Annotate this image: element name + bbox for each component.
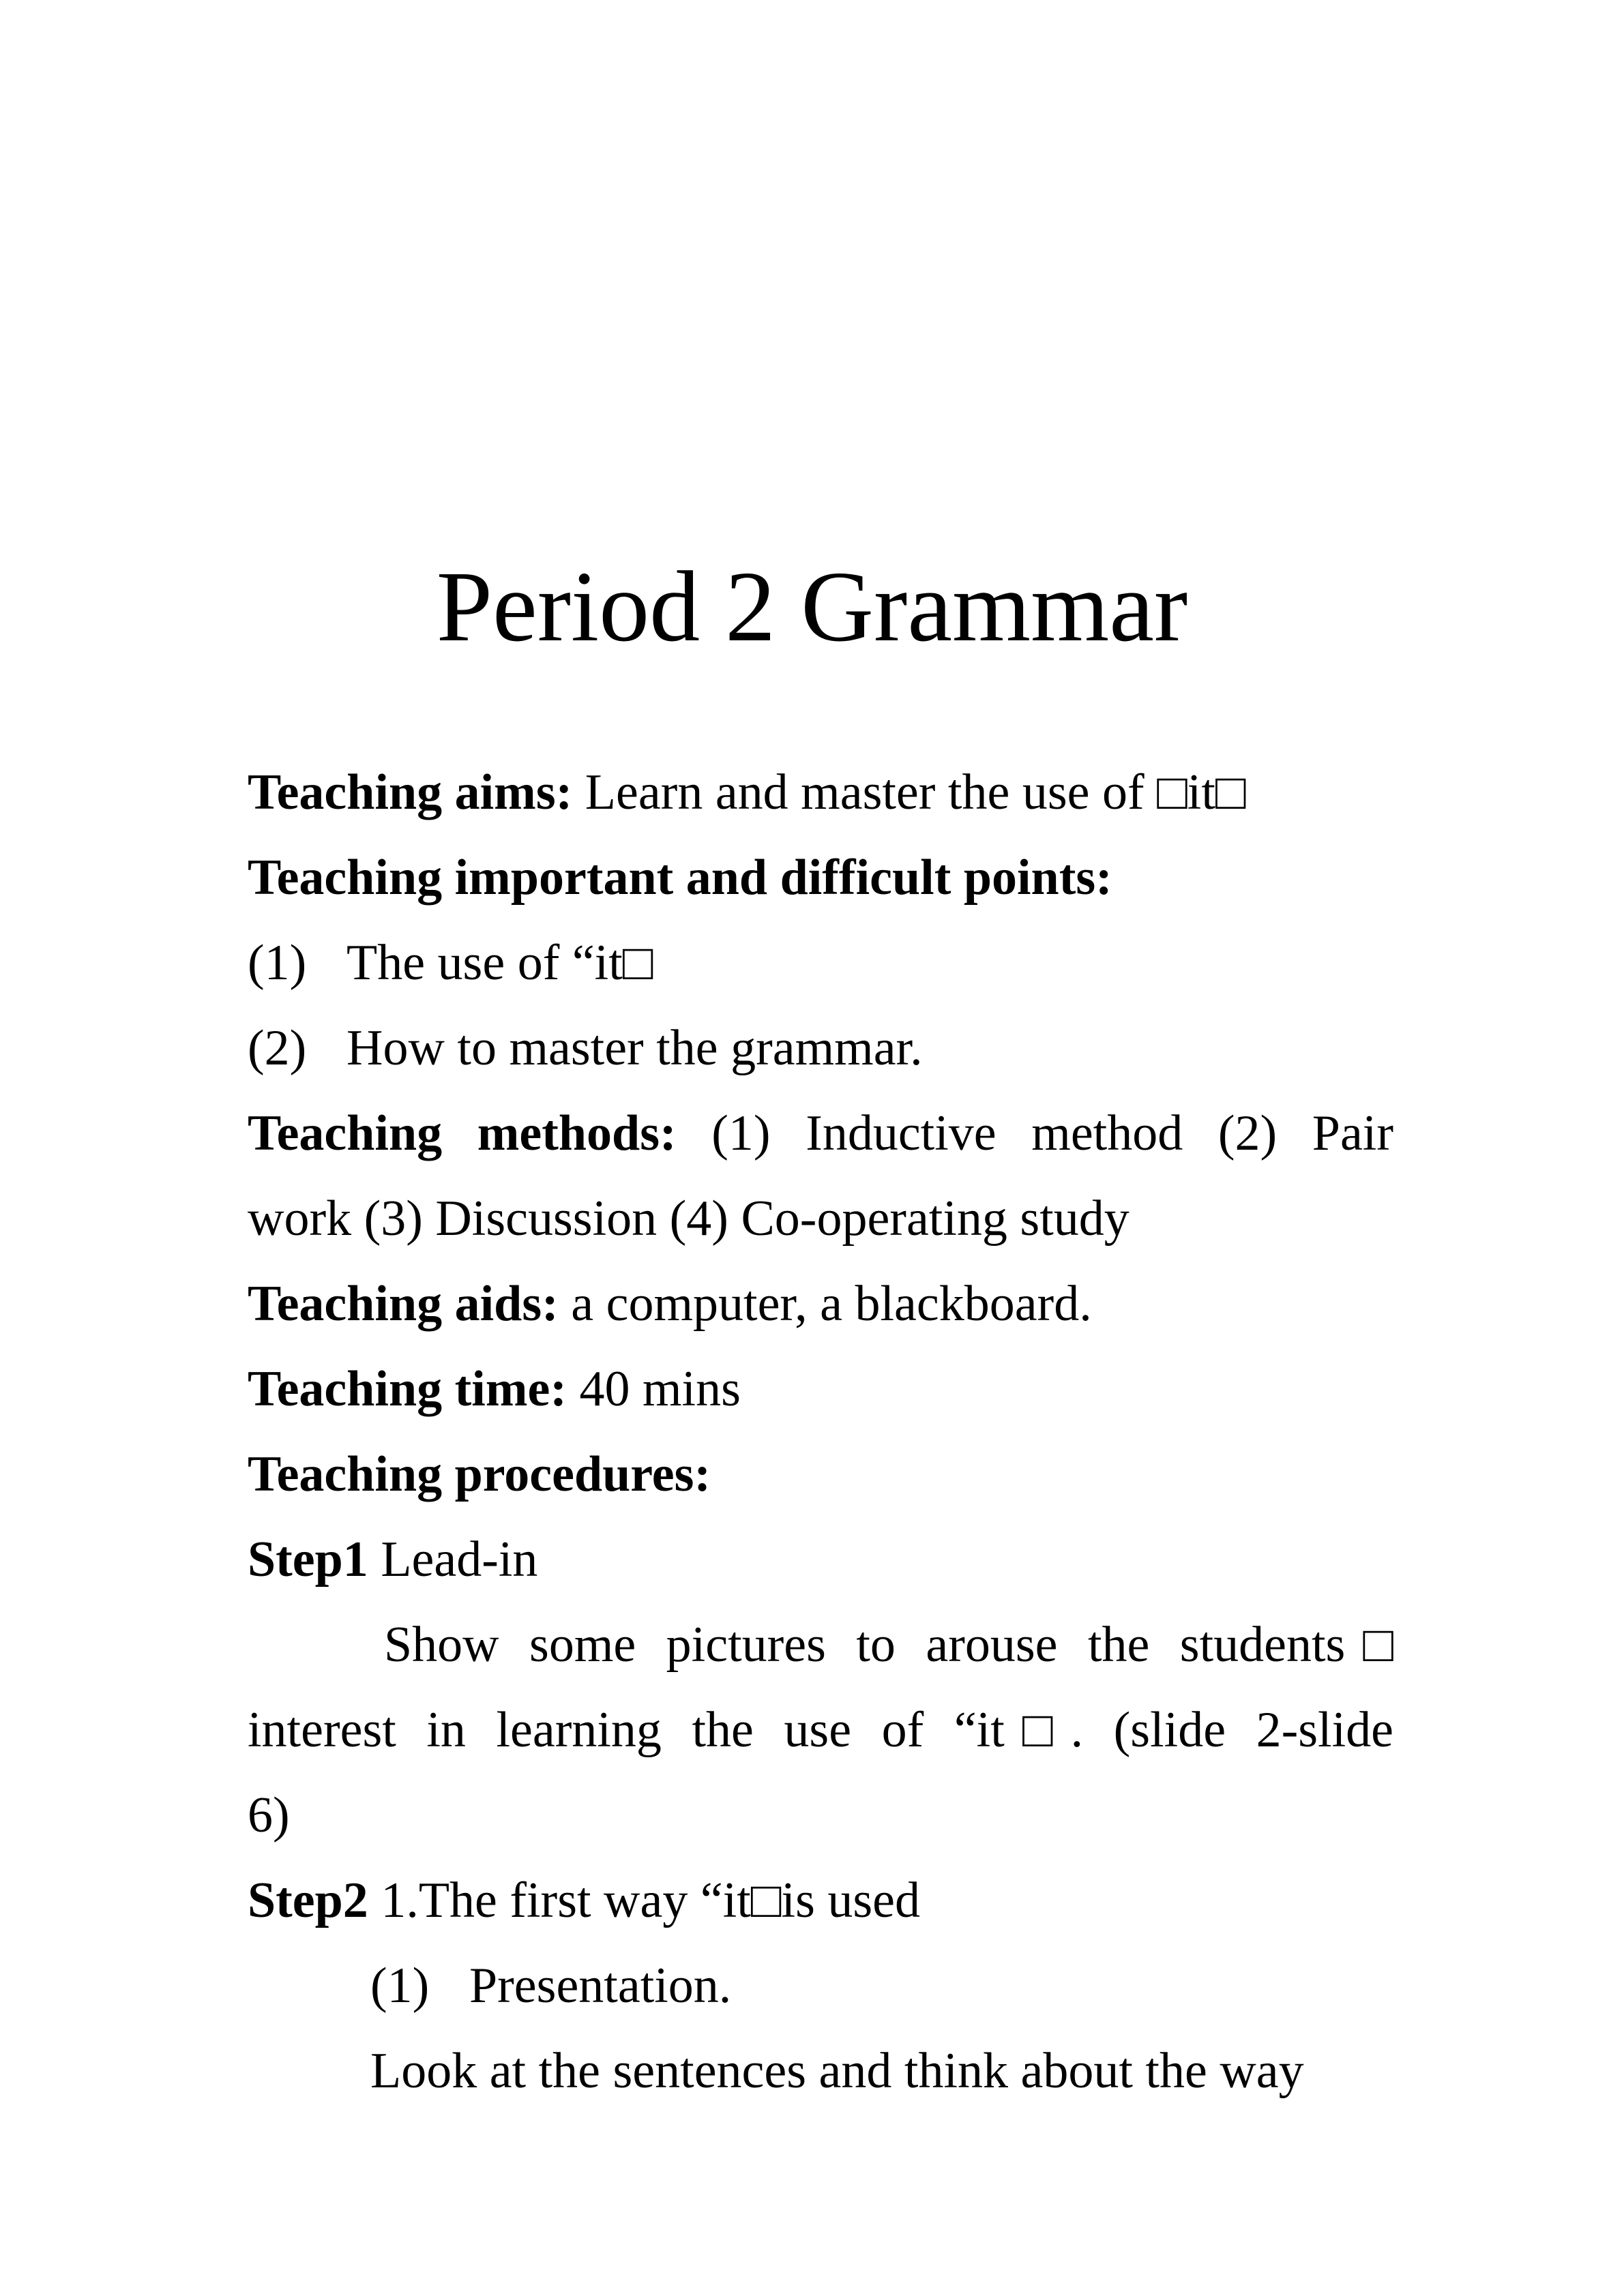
step2-title: 1.The first way “it□is used (368, 1873, 921, 1928)
step1-heading (248, 1517, 1393, 1602)
teaching-methods-label: Teaching methods: (248, 1105, 677, 1161)
teaching-procedures-heading (248, 1432, 1393, 1517)
step1-paragraph-line: 6) (248, 1787, 290, 1843)
list-item-number: (1) (248, 935, 307, 991)
list-item-text: The use of “it□ (346, 935, 653, 991)
teaching-methods-line (248, 1091, 1393, 1176)
list-item (248, 1006, 1393, 1091)
teaching-points-label: Teaching important and difficult points: (248, 850, 1112, 906)
teaching-time-line (248, 1347, 1393, 1432)
list-item (248, 1943, 1393, 2029)
teaching-aims-label: Teaching aims: (248, 764, 573, 820)
teaching-aids-text: a computer, a blackboard. (558, 1276, 1092, 1332)
list-item (248, 921, 1393, 1006)
step2-paragraph-line: Look at the sentences and think about the way (370, 2043, 1304, 2099)
step1-label: Step1 (248, 1532, 368, 1587)
teaching-time-label: Teaching time: (248, 1361, 567, 1417)
page-title: Period 2 Grammar (436, 551, 1188, 663)
step1-paragraph-line: interest in learning the use of “it□. (slide 2-slide (248, 1702, 1393, 1758)
teaching-time-text: 40 mins (566, 1361, 741, 1417)
teaching-methods-text: (1) Inductive method (2) Pair (676, 1105, 1393, 1161)
list-item-number: (1) (370, 1958, 430, 2014)
list-item-number: (2) (248, 1020, 307, 1076)
teaching-points-heading (248, 835, 1393, 921)
teaching-aids-label: Teaching aids: (248, 1276, 559, 1332)
teaching-aids-line (248, 1262, 1393, 1347)
step1-title: Lead-in (368, 1532, 538, 1587)
teaching-aims-text: Learn and master the use of □it□ (572, 764, 1246, 820)
step2-heading (248, 1858, 1393, 1943)
list-item-text: Presentation. (469, 1958, 732, 2014)
step2-label: Step2 (248, 1873, 368, 1928)
document-body (248, 750, 1393, 2114)
teaching-methods-continuation: work (3) Discussion (4) Co-operating study (248, 1191, 1130, 1247)
list-item-text: How to master the grammar. (346, 1020, 923, 1076)
teaching-aims-line (248, 750, 1393, 835)
step1-paragraph-line: Show some pictures to arouse the students□ (384, 1617, 1393, 1673)
teaching-procedures-label: Teaching procedures: (248, 1446, 711, 1502)
